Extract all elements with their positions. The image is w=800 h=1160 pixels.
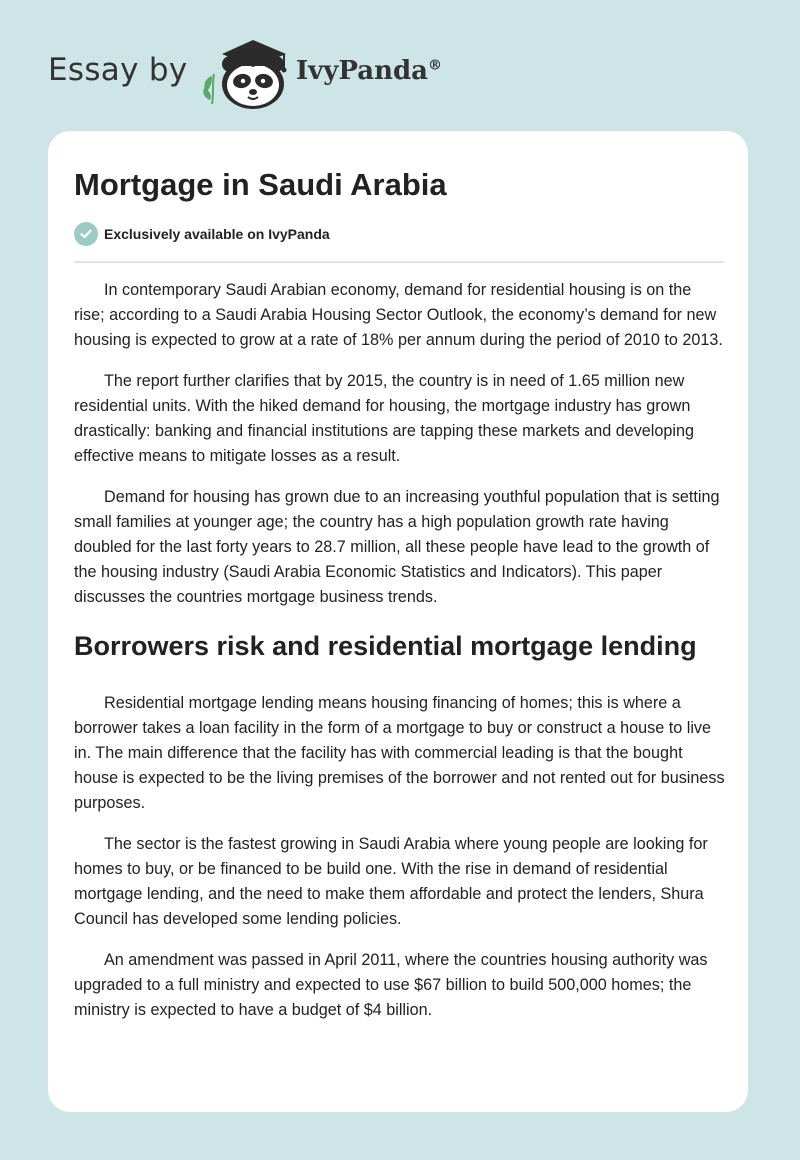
essay-card [48,131,748,1112]
registered-mark: ® [428,57,443,74]
page-title: Mortgage in Saudi Arabia [74,167,447,202]
site-header [48,34,508,114]
paragraph: An amendment was passed in April 2011, where the countries housing authority was upgraded to a full ministry and expected to use $67 billion to build 500,000 homes; the ministry is expected to have a budget of $4 billion. [74,951,708,1019]
paragraph: In contemporary Saudi Arabian economy, demand for residential housing is on the rise; according to a Saudi Arabia Housing Sector Outlook, the economy’s demand for new housing is expected to grow at a rate of 18% per annum during the period of 2010 to 2013. [74,281,723,349]
brand-name-text: IvyPanda [296,56,429,86]
brand-name[interactable] [296,56,442,86]
essay-by-label: Essay by [48,52,188,88]
paragraph: The sector is the fastest growing in Saudi Arabia where young people are looking for homes to buy, or be financed to be build one. With the rise in demand of residential mortgage lending, and the need to make them affordable and protect the lenders, Shura Council has developed some lending policies. [74,835,708,928]
panda-graduate-icon[interactable] [200,34,300,110]
divider [74,261,724,263]
check-circle-icon [74,222,98,246]
essay-body [74,278,726,1039]
exclusive-label: Exclusively available on IvyPanda [104,226,330,242]
section-heading: Borrowers risk and residential mortgage lending [74,631,697,661]
paragraph: Demand for housing has grown due to an increasing youthful population that is setting small families at younger age; the country has a high population growth rate having doubled for the last forty years to 28.7 million, all these people have lead to the growth of the housing industry (Saudi Arabia Economic Statistics and Indicators). This paper discusses the countries mortgage business trends. [74,488,720,606]
paragraph: The report further clarifies that by 2015, the country is in need of 1.65 million new residential units. With the hiked demand for housing, the mortgage industry has grown drastically: banking and financial institutions are tapping these markets and developing effective means to mitigate losses as a result. [74,372,695,465]
paragraph: Residential mortgage lending means housing financing of homes; this is where a borrower takes a loan facility in the form of a mortgage to buy or construct a house to live in. The main difference that the facility has with commercial leading is that the bought house is expected to be the living premises of the borrower and not rented out for business purposes. [74,694,725,812]
exclusive-badge [74,222,330,246]
